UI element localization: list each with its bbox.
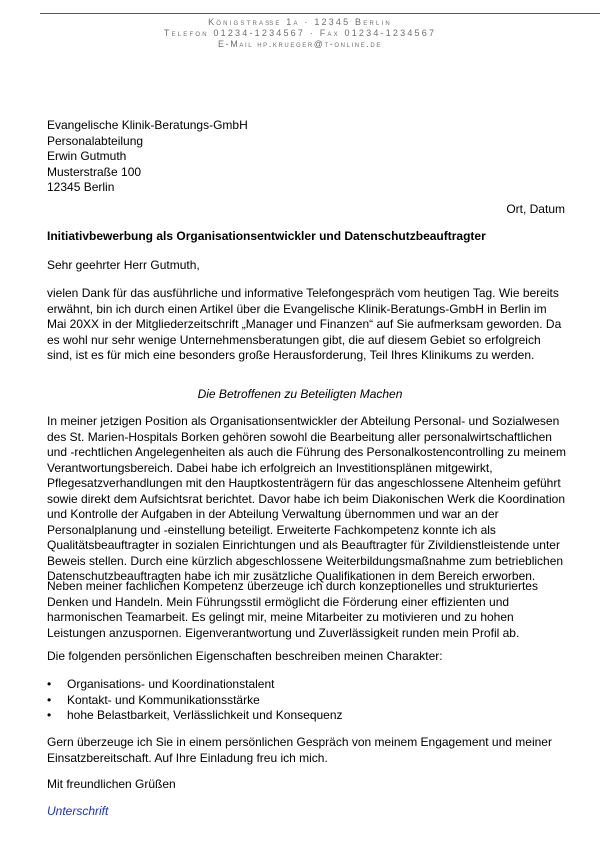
letterhead-address: Königstraße 1a · 12345 Berlin [208, 17, 392, 27]
bullet-icon: • [47, 708, 52, 722]
list-item [47, 693, 343, 709]
intro-paragraph: vielen Dank für das ausführliche und informative Telefongespräch vom heutigen Tag. Wie bereits erwähnt, bin ich durch einen Artikel über die Evangelische Klinik-Beratungs-GmbH in Berlin im Mai 20XX in der Mitgliederzeitschrift „Manager und Finanzen“ auf Sie aufmerksam geworden. Da es wohl nur sehr wenige Unternehmensberatungen gibt, die auf diesem Gebiet so erfolgreich sind, ist es für mich eine besonders große Herausforderung, Teil Ihres Klinikums zu werden. [47, 286, 562, 362]
recipient-street: Musterstraße 100 [47, 164, 142, 179]
list-item [47, 677, 343, 693]
trait-text: Kontakt- und Kommunikationsstärke [67, 692, 260, 707]
subject-line: Initiativbewerbung als Organisationsentwickler und Datenschutzbeauftragter [47, 229, 486, 243]
salutation: Sehr geehrter Herr Gutmuth, [47, 258, 200, 272]
bullet-icon: • [47, 692, 52, 707]
list-item [47, 708, 343, 724]
traits-list [47, 677, 343, 724]
traits-intro: Die folgenden persönlichen Eigenschaften beschreiben meinen Charakter: [47, 649, 443, 663]
recipient-name: Erwin Gutmuth [47, 149, 127, 163]
competence-paragraph: Neben meiner fachlichen Kompetenz überzeuge ich durch konzeptionelles und strukturiertes Denken und Handeln. Mein Führungsstil ermöglicht die Förderung einer effizienten und harmonischen Teamarbeit. Es gelingt mir, meine Mitarbeiter zu motivieren und zu hohen Leistungen anzuspornen. Eigenverantwortung und Zuverlässigkeit runden mein Profil ab. [47, 579, 538, 640]
recipient-address [47, 118, 248, 196]
recipient-city: 12345 Berlin [47, 180, 115, 194]
closing-paragraph: Gern überzeuge ich Sie in einem persönlichen Gespräch von meinem Engagement und meiner Einsatzbereitschaft. Auf Ihre Einladung freu ich mich. [47, 735, 552, 765]
letterhead-rule [40, 13, 600, 14]
recipient-department: Personalabteilung [47, 133, 144, 148]
letterhead-email: E-Mail hp.krueger@t-online.de [218, 39, 382, 49]
bullet-icon: • [47, 677, 52, 691]
trait-text: hohe Belastbarkeit, Verlässlichkeit und Konsequenz [67, 708, 343, 722]
motto-line: Die Betroffenen zu Beteiligten Machen [197, 387, 403, 401]
letterhead-phone-fax: Telefon 01234-1234567 · Fax 01234-1234567 [163, 28, 437, 38]
closing-formula: Mit freundlichen Grüßen [47, 777, 176, 791]
experience-paragraph: In meiner jetzigen Position als Organisationsentwickler der Abteilung Personal- und Sozialwesen des St. Marien-Hospitals Borken gehören sowohl die Bearbeitung aller personalwirtschaftlichen und -rechtlichen Angelegenheiten als auch die Führung des Personalkostencontrolling zu meinem Verantwortungsbereich. Dabei habe ich erfolgreich an Investitionsplänen mitgewirkt, Pflegesatzverhandlungen mit den Hauptkostenträgern für das angeschlossene Altenheim geführt sowie direkt dem Aufsichtsrat berichtet. Davor habe ich beim Diakonischen Werk die Koordination und Kontrolle der Aufgaben in der Abteilung Verwaltung übernommen und war an der Personalplanung und -einstellung beteiligt. Erweiterte Fachkompetenz konnte ich als Qualitätsbeauftragter in sozialen Einrichtungen und als Beauftragter für Zivildienstleistende unter Beweis stellen. Durch eine kürzlich abgeschlossene Weiterbildungsmaßnahme zum betrieblichen Datenschutzbeauftragten habe ich mir zusätzliche Qualifikationen in dem Bereich erworben. [47, 414, 566, 583]
trait-text: Organisations- und Koordinationstalent [67, 677, 275, 691]
place-date: Ort, Datum [506, 202, 565, 216]
recipient-company: Evangelische Klinik-Beratungs-GmbH [47, 118, 248, 132]
signature-placeholder: Unterschrift [47, 804, 109, 818]
